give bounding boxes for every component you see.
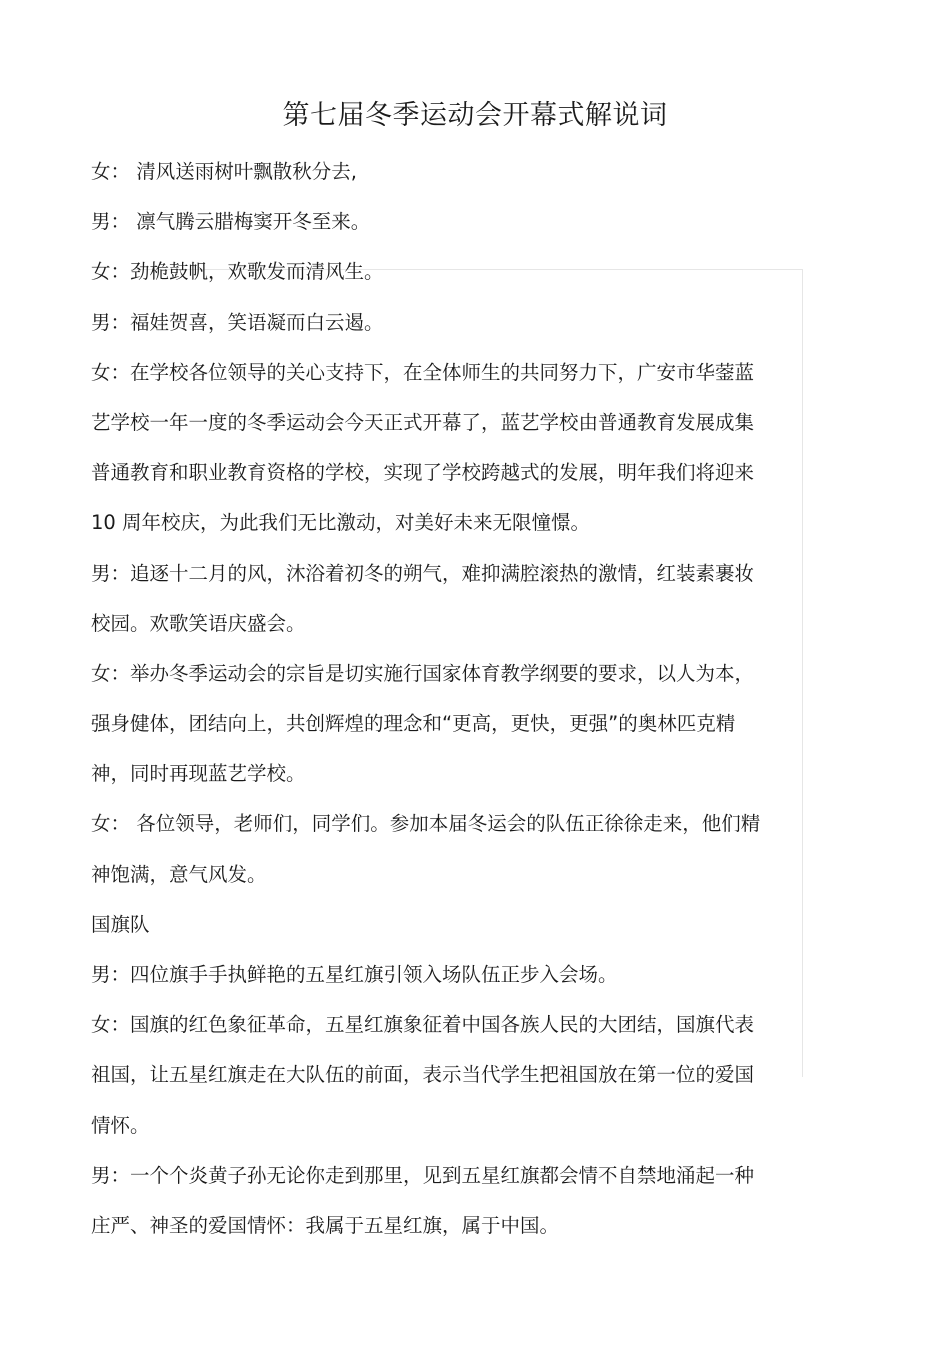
section-heading: 国旗队 bbox=[91, 912, 150, 936]
text-line: 女：在学校各位领导的关心支持下，在全体师生的共同努力下，广安市华蓥蓝 bbox=[91, 360, 755, 384]
text-line: 普通教育和职业教育资格的学校，实现了学校跨越式的发展，明年我们将迎来 bbox=[91, 461, 755, 485]
text-line: 神饱满，意气风发。 bbox=[91, 862, 267, 886]
text-line: 男：四位旗手手执鲜艳的五星红旗引领入场队伍正步入会场。 bbox=[91, 963, 618, 986]
text-line: 10 周年校庆，为此我们无比激动，对美好未来无限憧憬。 bbox=[91, 511, 591, 535]
text-line: 女： 各位领导，老师们，同学们。参加本届冬运会的队伍正徐徐走来，他们精 bbox=[91, 812, 761, 836]
text-line: 祖国，让五星红旗走在大队伍的前面，表示当代学生把祖国放在第一位的爱国 bbox=[91, 1063, 755, 1087]
text-line: 女：劲桅鼓帆，欢歌发而清风生。 bbox=[91, 260, 384, 284]
text-line: 男： 凛气腾云腊梅窦开冬至来。 bbox=[91, 210, 371, 234]
text-line: 女： 清风送雨树叶飘散秋分去, bbox=[91, 160, 357, 183]
text-line: 男：追逐十二月的风，沐浴着初冬的朔气，难抑满腔滚热的激情，红装素裹妆 bbox=[91, 561, 755, 585]
text-line: 情怀。 bbox=[91, 1113, 150, 1137]
text-line: 女：国旗的红色象征革命，五星红旗象征着中国各族人民的大团结，国旗代表 bbox=[91, 1013, 755, 1037]
text-line: 艺学校一年一度的冬季运动会今天正式开幕了，蓝艺学校由普通教育发展成集 bbox=[91, 410, 755, 434]
text-line: 强身健体，团结向上，共创辉煌的理念和“更高，更快，更强”的奥林匹克精 bbox=[91, 712, 736, 736]
text-line: 庄严、神圣的爱国情怀：我属于五星红旗，属于中国。 bbox=[91, 1213, 560, 1237]
document-title: 第七届冬季运动会开幕式解说词 bbox=[282, 100, 668, 131]
text-line: 女：举办冬季运动会的宗旨是切实施行国家体育教学纲要的要求，以人为本， bbox=[91, 661, 755, 685]
text-line: 男：一个个炎黄子孙无论你走到那里，见到五星红旗都会情不自禁地涌起一种 bbox=[91, 1163, 755, 1187]
text-line: 神，同时再现蓝艺学校。 bbox=[91, 762, 306, 786]
document-body bbox=[91, 147, 803, 1251]
text-line: 男：福娃贺喜，笑语凝而白云遏。 bbox=[91, 310, 384, 334]
text-line: 校园。欢歌笑语庆盛会。 bbox=[91, 611, 306, 635]
